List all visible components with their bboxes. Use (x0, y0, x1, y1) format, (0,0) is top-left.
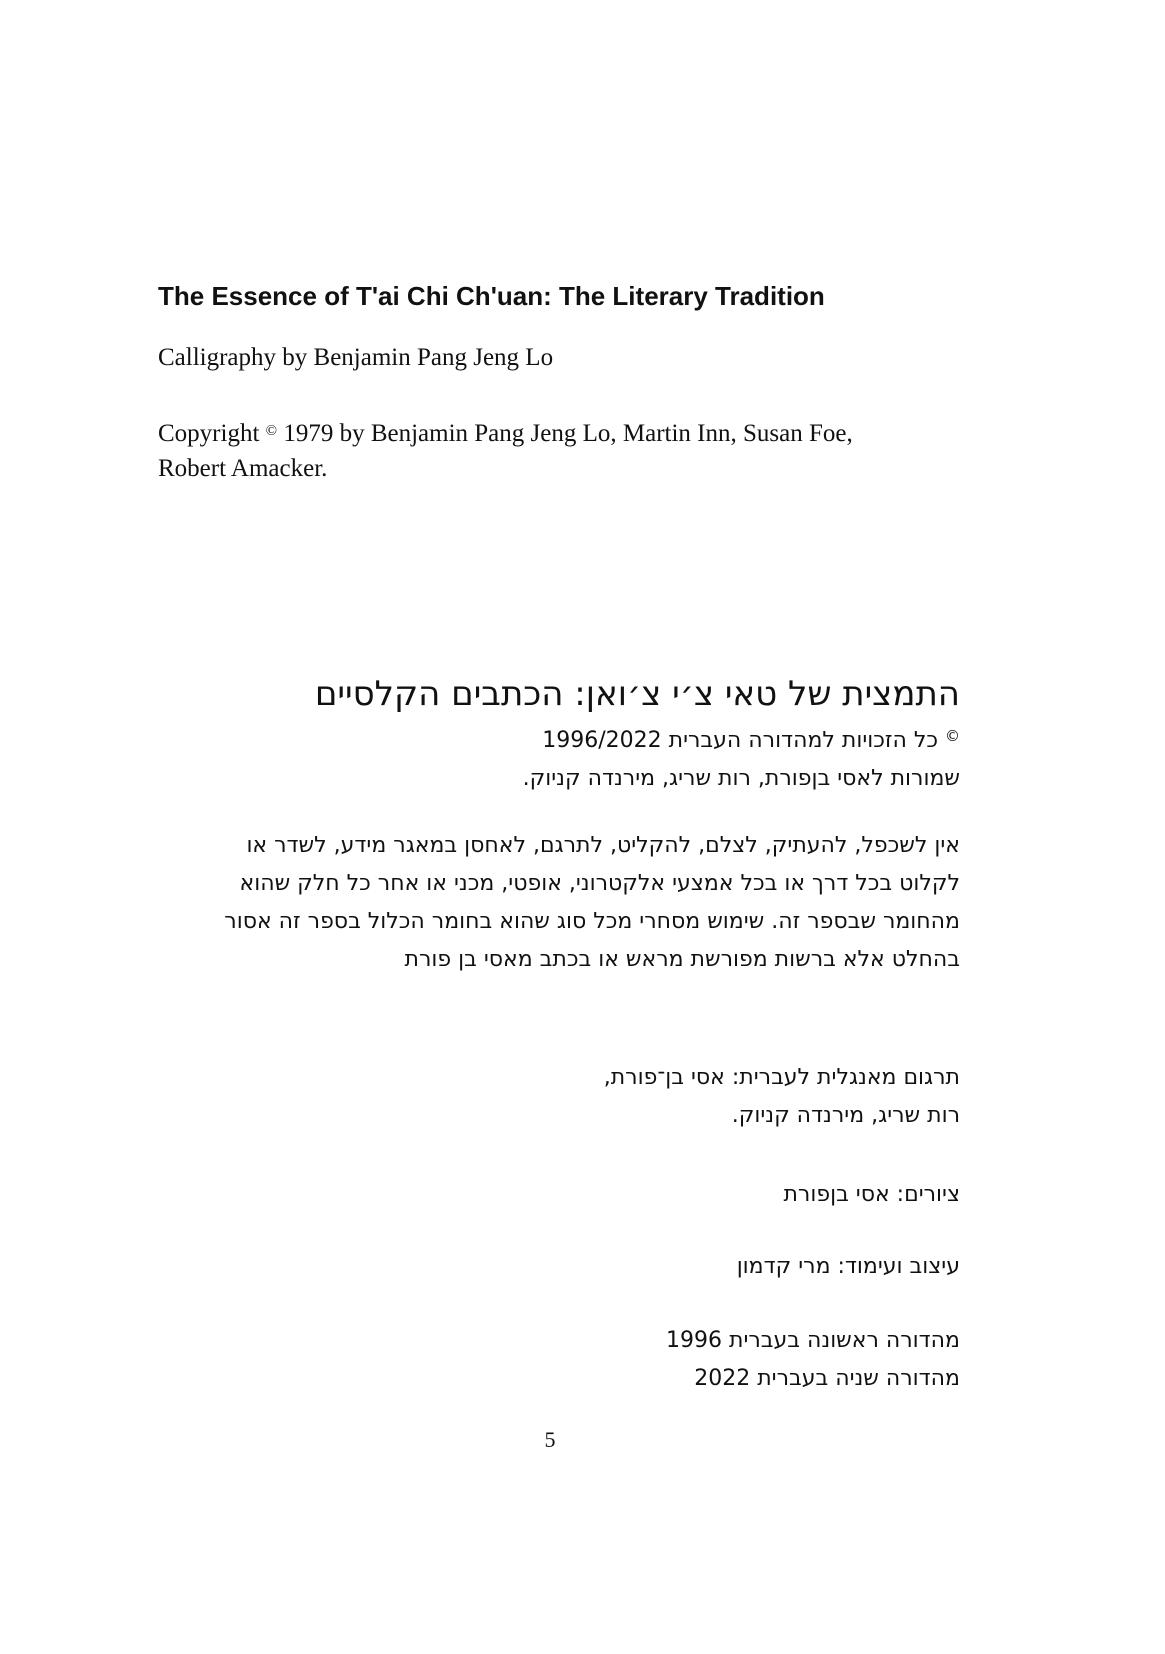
hebrew-translation-credit (604, 1059, 960, 1135)
english-title: The Essence of T'ai Chi Ch'uan: The Literary Tradition (158, 281, 825, 311)
hebrew-rights (523, 717, 960, 798)
edition-first: מהדורה ראשונה בעברית 1996 (666, 1328, 960, 1353)
english-copyright-line-1 (158, 412, 853, 453)
hebrew-design-credit: עיצוב ועימוד: מרי קדמון (736, 1254, 960, 1279)
hebrew-title: התמצית של טאי צ׳י צ׳ואן: הכתבים הקלסיים (314, 674, 960, 714)
hebrew-rights-line-1 (523, 717, 960, 760)
hebrew-notice (224, 827, 960, 979)
english-copyright-line-2: Robert Amacker. (158, 455, 328, 482)
calligraphy-credit: Calligraphy by Benjamin Pang Jeng Lo (158, 344, 554, 371)
hebrew-rights-text: כל הזכויות למהדורה העברית 1996/2022 (542, 728, 938, 753)
hebrew-notice-line: מהחומר שבספר זה. שימוש מסחרי מכל סוג שהוא בחומר הכלול בספר זה אסור (224, 909, 960, 934)
translation-line-1: תרגום מאנגלית לעברית: אסי בן־פורת, (603, 1065, 960, 1090)
hebrew-notice-line: בהחלט אלא ברשות מפורשת מראש או בכתב מאסי בן פורת (404, 947, 960, 972)
copyright-details: 1979 by Benjamin Pang Jeng Lo, Martin Inn, Susan Foe, (283, 420, 853, 447)
hebrew-illustrations-credit: ציורים: אסי בןפורת (783, 1182, 960, 1207)
hebrew-rights-line-2: שמורות לאסי בןפורת, רות שריג, מירנדה קניוק. (522, 766, 960, 791)
hebrew-editions (666, 1322, 960, 1398)
hebrew-copyright-symbol: © (945, 727, 960, 745)
edition-second: מהדורה שניה בעברית 2022 (694, 1366, 960, 1391)
hebrew-notice-line: אין לשכפל, להעתיק, לצלם, להקליט, לתרגם, לאחסן במאגר מידע, לשדר או (246, 833, 960, 858)
copyright-symbol: © (265, 423, 278, 439)
translation-line-2: רות שריג, מירנדה קניוק. (731, 1103, 960, 1128)
page-number: 5 (544, 1427, 556, 1452)
hebrew-notice-line: לקלוט בכל דרך או בכל אמצעי אלקטרוני, אופטי, מכני או אחר כל חלק שהוא (239, 871, 960, 896)
copyright-word: Copyright (158, 420, 260, 447)
